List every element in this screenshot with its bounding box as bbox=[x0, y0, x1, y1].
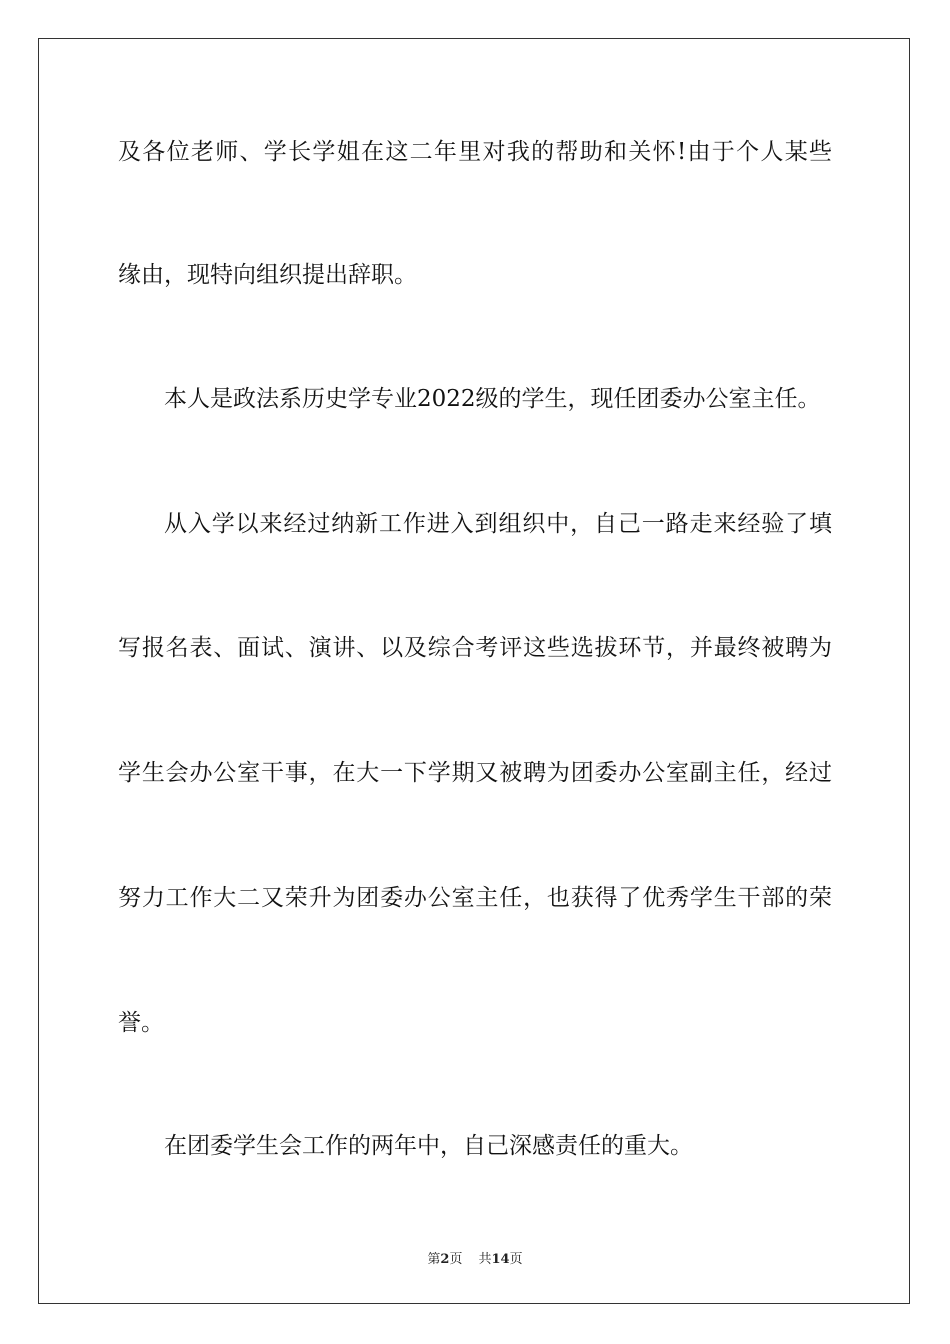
page-number-prefix: 第 bbox=[427, 1252, 441, 1267]
paragraph-3-line-3: 学生会办公室干事，在大一下学期又被聘为团委办公室副主任，经过 bbox=[118, 760, 832, 786]
page-total-count: 14 bbox=[491, 1252, 510, 1267]
paragraph-3-line-2: 写报名表、面试、演讲、以及综合考评这些选拔环节，并最终被聘为 bbox=[118, 635, 832, 661]
paragraph-3-line-5: 誉。 bbox=[118, 1010, 164, 1036]
page-number-suffix: 页 bbox=[449, 1252, 463, 1267]
paragraph-2-line-1: 本人是政法系历史学专业2022级的学生，现任团委办公室主任。 bbox=[164, 386, 821, 412]
page-total-prefix: 共 bbox=[478, 1252, 492, 1267]
paragraph-3-line-1: 从入学以来经过纳新工作进入到组织中，自己一路走来经验了填 bbox=[164, 511, 832, 537]
body-text-line-1: 及各位老师、学长学姐在这二年里对我的帮助和关怀!由于个人某些 bbox=[118, 139, 832, 165]
paragraph-4-line-1: 在团委学生会工作的两年中，自己深感责任的重大。 bbox=[164, 1133, 693, 1159]
paragraph-3-line-4: 努力工作大二又荣升为团委办公室主任，也获得了优秀学生干部的荣 bbox=[118, 885, 832, 911]
body-text-line-2: 缘由，现特向组织提出辞职。 bbox=[118, 262, 417, 288]
page-total-suffix: 页 bbox=[509, 1252, 523, 1267]
page-number-current: 2 bbox=[440, 1252, 450, 1267]
page-footer bbox=[0, 1248, 950, 1267]
page-border bbox=[38, 38, 910, 1304]
